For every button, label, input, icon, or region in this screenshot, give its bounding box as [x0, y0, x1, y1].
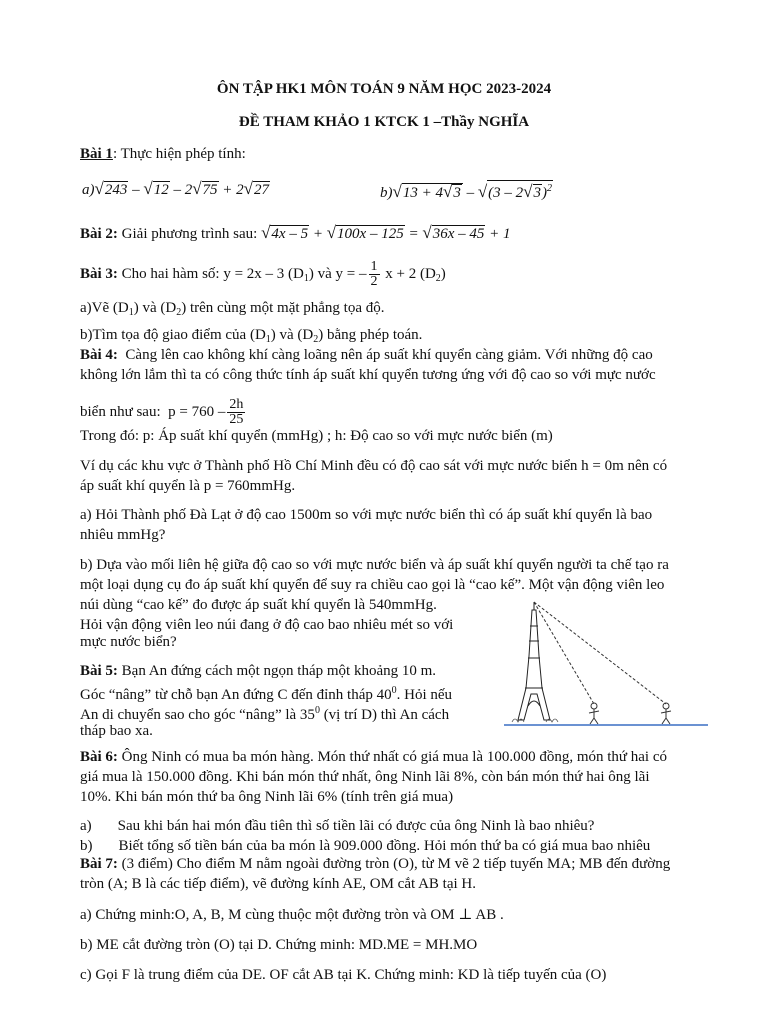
bai4-b-line1: b) Dựa vào mối liên hệ giữa độ cao so với mực nước biển và áp suất khí quyển người ta chế tạo ra [80, 557, 669, 573]
tree-bushes [512, 719, 558, 722]
page-subtitle: ĐỀ THAM KHẢO 1 KTCK 1 –Thầy NGHĨA [238, 114, 530, 130]
bai3-a-mid: ) và (D [133, 300, 177, 316]
person-d [661, 703, 671, 724]
bai5-deg2: 0 [314, 705, 320, 716]
bai3-part-a [80, 299, 385, 322]
bai6-qa-text: Sau khi bán hai món đầu tiên thì số tiền lãi có được của ông Ninh là bao nhiêu? [117, 818, 595, 834]
bai6-qb-text: Biết tổng số tiền bán của ba món là 909.000 đồng. Hỏi món thứ ba có giá mua bao nhiêu [118, 838, 651, 854]
bai3-tail: x + 2 (D [381, 265, 436, 282]
bai5-line1 [80, 662, 436, 680]
bai4-b-line5: mực nước biển? [80, 634, 177, 650]
bai7-label: Bài 7: [80, 856, 118, 872]
bai3-a-sub2: 2 [176, 307, 182, 318]
bai6-line2: giá mua là 150.000 đồng. Khi bán món thứ nhất, ông Ninh lãi 8%, còn bán món thứ hai ông lãi [80, 769, 650, 785]
bai3-sub2: 2 [435, 272, 441, 284]
bai4-line5: Ví dụ các khu vực ở Thành phố Hồ Chí Minh đều có độ cao sát với mực nước biển h = 0m nên có [80, 458, 668, 474]
eiffel-tower [518, 602, 550, 720]
bai4-line1-text: Càng lên cao không khí càng loãng nên áp suất khí quyển càng giảm. Với những độ cao [125, 347, 653, 363]
bai5-label: Bài 5: [80, 663, 118, 679]
bai5-line2-a: Góc “nâng” từ chỗ bạn An đứng C đến đỉnh tháp 40 [80, 687, 392, 703]
bai6-question-b [80, 837, 650, 855]
bai3-b-sub1: 1 [265, 334, 271, 345]
bai4-frac-num: 2h [229, 397, 244, 412]
bai6-line1-text: Ông Ninh có mua ba món hàng. Món thứ nhất có giá mua là 100.000 đồng, món thứ hai có [121, 749, 668, 765]
bai3-a-sub1: 1 [128, 307, 134, 318]
bai5-line4: tháp bao xa. [80, 723, 153, 739]
page-title: ÔN TẬP HK1 MÔN TOÁN 9 NĂM HỌC 2023-2024 [216, 81, 552, 97]
bai5-line3-a: An di chuyển sao cho góc “nâng” là 35 [80, 707, 315, 723]
bai5-line3 [80, 702, 449, 724]
bai7-part-b: b) ME cắt đường tròn (O) tại D. Chứng minh: MD.ME = MH.MO [80, 937, 478, 953]
bai4-fraction [227, 398, 245, 427]
bai4-b-line2: một loại dụng cụ đo áp suất khí quyển để suy ra chiều cao gọi là “cao kế”. Một vận động viên leo [80, 577, 665, 593]
bai1-expression-b: b)√13 + 4√3 – √(3 – 2√3)$^2$ [380, 182, 552, 201]
bai5-line3-b: (vị trí D) thì An cách [319, 707, 450, 723]
bai6-qa-label: a) [80, 818, 92, 834]
bai7-line1 [80, 855, 670, 873]
bai3-a-text: a)Vẽ (D [80, 300, 129, 316]
bai3-mid: ) và y = – [308, 265, 367, 282]
bai1-expression-a: a)√243 – √12 – 2√75 + 2√27 [82, 179, 269, 198]
bai4-a-line1: a) Hỏi Thành phố Đà Lạt ở độ cao 1500m so với mực nước biển thì có áp suất khí quyển là bao [80, 507, 653, 523]
person-c [589, 703, 599, 724]
bai2-text: Giải phương trình sau: [121, 226, 258, 242]
bai3-text: Cho hai hàm số: y = 2x – 3 (D [121, 265, 304, 282]
bai4-label: Bài 4: [80, 347, 118, 363]
bai3-b-end: ) bằng phép toán. [318, 327, 423, 343]
bai1-text: : Thực hiện phép tính: [112, 146, 246, 162]
bai3-b-sub2: 2 [313, 334, 319, 345]
bai1-label: Bài 1 [80, 146, 113, 162]
bai6-line1 [80, 748, 667, 766]
bai3-b-mid: ) và (D [270, 327, 314, 343]
bai2-equation: √4x – 5 + √100x – 125 = √36x – 45 + 1 [261, 223, 511, 242]
bai4-line3 [80, 398, 247, 427]
bai6-question-a [80, 817, 594, 835]
bai2-label: Bài 2: [80, 226, 118, 242]
bai1-a-label: a) [82, 182, 95, 198]
bai3-a-end: ) trên cùng một mặt phẳng tọa độ. [181, 300, 385, 316]
bai4-a-line2: nhiêu mmHg? [80, 527, 166, 543]
tower-illustration [490, 596, 712, 730]
bai3-b-text: b)Tìm tọa độ giao điểm của (D [80, 327, 266, 343]
bai3-fraction [369, 260, 380, 289]
bai3-end: ) [440, 265, 446, 282]
bai4-b-line3: núi dùng “cao kế” đo được áp suất khí quyển là 540mmHg. [80, 597, 437, 613]
bai4-line3-text: biển như sau: [80, 403, 161, 420]
bai3-frac-num: 1 [370, 259, 378, 274]
bai5-line2 [80, 682, 452, 704]
bai3-line [80, 260, 446, 289]
bai1-heading [80, 145, 246, 163]
bai1-b-label: b) [380, 185, 393, 201]
bai6-qb-label: b) [80, 838, 93, 854]
bai5-line1-text: Bạn An đứng cách một ngọn tháp một khoảng 10 m. [121, 663, 437, 679]
bai4-line2: không lớn lắm thì ta có công thức tính áp suất khí quyển tương ứng với độ cao so với mực nước [80, 367, 656, 383]
bai4-formula [168, 397, 247, 427]
bai4-b-line4: Hỏi vận động viên leo núi đang ở độ cao bao nhiêu mét so với [80, 617, 454, 633]
bai7-part-c: c) Gọi F là trung điểm của DE. OF cắt AB tại K. Chứng minh: KD là tiếp tuyến của (O) [80, 967, 607, 983]
bai6-label: Bài 6: [80, 749, 118, 765]
bai5-line2-b: . Hỏi nếu [396, 687, 453, 703]
bai6-line3: 10%. Khi bán món thứ ba ông Ninh lãi 6% (tính trên giá mua) [80, 789, 454, 805]
bai7-line2: tròn (A; B là các tiếp điểm), vẽ đường kính AE, OM cắt AB tại H. [80, 876, 476, 892]
bai4-line4: Trong đó: p: Áp suất khí quyển (mmHg) ; h: Độ cao so với mực nước biển (m) [80, 428, 553, 444]
bai7-part-a: a) Chứng minh:O, A, B, M cùng thuộc một đường tròn và OM ⊥ AB . [80, 907, 504, 923]
bai3-sub1: 1 [303, 272, 309, 284]
bai3-label: Bài 3: [80, 265, 118, 282]
bai5-deg1: 0 [391, 685, 397, 696]
bai2-line [80, 224, 510, 243]
sight-lines [534, 602, 666, 704]
bai3-frac-den: 2 [370, 274, 378, 289]
bai4-line6: áp suất khí quyển là p = 760mmHg. [80, 478, 296, 494]
bai7-line1-text: (3 điểm) Cho điểm M nằm ngoài đường tròn (O), từ M vẽ 2 tiếp tuyến MA; MB đến đường [121, 856, 671, 872]
bai4-line1 [80, 346, 653, 364]
bai4-frac-den: 25 [229, 412, 244, 427]
bai4-formula-left: p = 760 – [168, 403, 226, 420]
